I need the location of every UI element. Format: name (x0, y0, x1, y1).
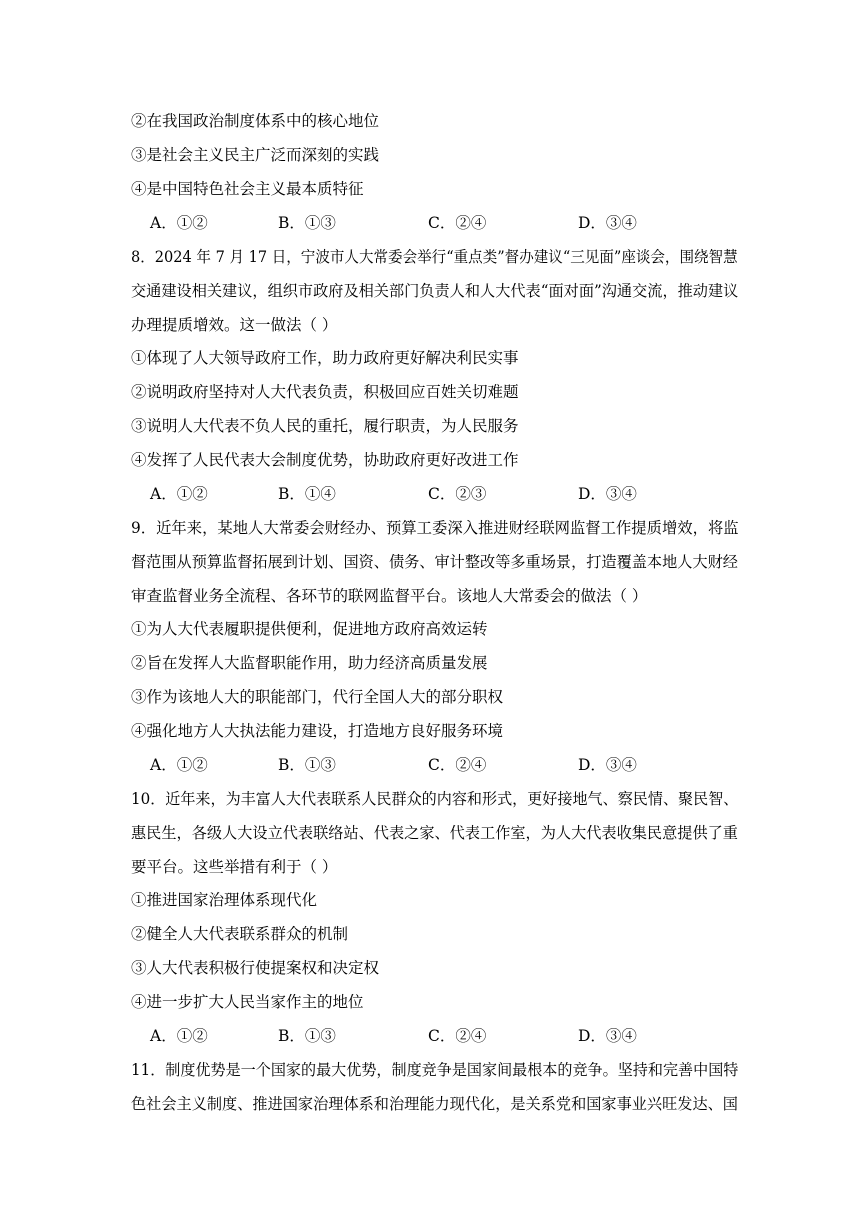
q9-stem-line-3: 审查监督业务全流程、各环节的联网监督平台。该地人大常委会的做法（ ） (131, 587, 648, 605)
option-a[interactable]: A．①② (150, 485, 208, 503)
option-c[interactable]: C．②④ (428, 756, 487, 774)
q8-statement-1: ①体现了人大领导政府工作，助力政府更好解决利民实事 (131, 349, 519, 367)
q9-statement-2: ②旨在发挥人大监督职能作用，助力经济高质量发展 (131, 654, 488, 672)
q10-stem-line-2: 惠民生，各级人大设立代表联络站、代表之家、代表工作室，为人大代表收集民意提供了重 (131, 824, 738, 842)
option-c[interactable]: C．②③ (428, 485, 487, 503)
statement-4: ④是中国特色社会主义最本质特征 (131, 180, 364, 198)
q8-stem-line-2: 交通建设相关建议，组织市政府及相关部门负责人和人大代表“面对面”沟通交流，推动建议 (131, 282, 739, 300)
option-a[interactable]: A．①② (150, 756, 208, 774)
option-d[interactable]: D．③④ (578, 485, 637, 503)
q8-statement-3: ③说明人大代表不负人民的重托，履行职责，为人民服务 (131, 417, 519, 435)
option-c[interactable]: C．②④ (428, 214, 487, 232)
q9-stem-line-1: 9．近年来，某地人大常委会财经办、预算工委深入推进财经联网监督工作提质增效，将监 (131, 519, 739, 537)
q10-stem-line-1: 10．近年来，为丰富人大代表联系人民群众的内容和形式，更好接地气、察民情、聚民智、 (131, 790, 739, 808)
option-d[interactable]: D．③④ (578, 1027, 637, 1045)
option-a[interactable]: A．①② (150, 1027, 208, 1045)
statement-3: ③是社会主义民主广泛而深刻的实践 (131, 146, 380, 164)
q8-statement-4: ④发挥了人民代表大会制度优势，协助政府更好改进工作 (131, 451, 519, 469)
q8-statement-2: ②说明政府坚持对人大代表负责，积极回应百姓关切难题 (131, 383, 519, 401)
option-b[interactable]: B．①③ (278, 1027, 336, 1045)
option-d[interactable]: D．③④ (578, 214, 637, 232)
q10-statement-3: ③人大代表积极行使提案权和决定权 (131, 959, 380, 977)
q9-statement-3: ③作为该地人大的职能部门，代行全国人大的部分职权 (131, 688, 504, 706)
q10-stem-line-3: 要平台。这些举措有利于（ ） (131, 858, 338, 876)
q9-statement-1: ①为人大代表履职提供便利，促进地方政府高效运转 (131, 620, 488, 638)
q10-statement-4: ④进一步扩大人民当家作主的地位 (131, 993, 364, 1011)
option-c[interactable]: C．②④ (428, 1027, 487, 1045)
q8-stem-line-3: 办理提质增效。这一做法（ ） (131, 316, 338, 334)
q9-stem-line-2: 督范围从预算监督拓展到计划、国资、债务、审计整改等多重场景，打造覆盖本地人大财经 (131, 553, 738, 571)
q11-stem-line-1: 11．制度优势是一个国家的最大优势，制度竞争是国家间最根本的竞争。坚持和完善中国特 (131, 1061, 739, 1079)
statement-2: ②在我国政治制度体系中的核心地位 (131, 112, 380, 130)
q10-statement-1: ①推进国家治理体系现代化 (131, 891, 318, 909)
option-b[interactable]: B．①③ (278, 756, 336, 774)
option-b[interactable]: B．①④ (278, 485, 336, 503)
option-b[interactable]: B．①③ (278, 214, 336, 232)
q11-stem-line-2: 色社会主义制度、推进国家治理体系和治理能力现代化，是关系党和国家事业兴旺发达、国 (131, 1095, 738, 1113)
q9-statement-4: ④强化地方人大执法能力建设，打造地方良好服务环境 (131, 722, 504, 740)
option-a[interactable]: A．①② (150, 214, 208, 232)
option-d[interactable]: D．③④ (578, 756, 637, 774)
q10-statement-2: ②健全人大代表联系群众的机制 (131, 925, 349, 943)
q8-stem-line-1: 8．2024 年 7 月 17 日，宁波市人大常委会举行“重点类”督办建议“三见面”座谈会，围绕智慧 (131, 248, 738, 266)
